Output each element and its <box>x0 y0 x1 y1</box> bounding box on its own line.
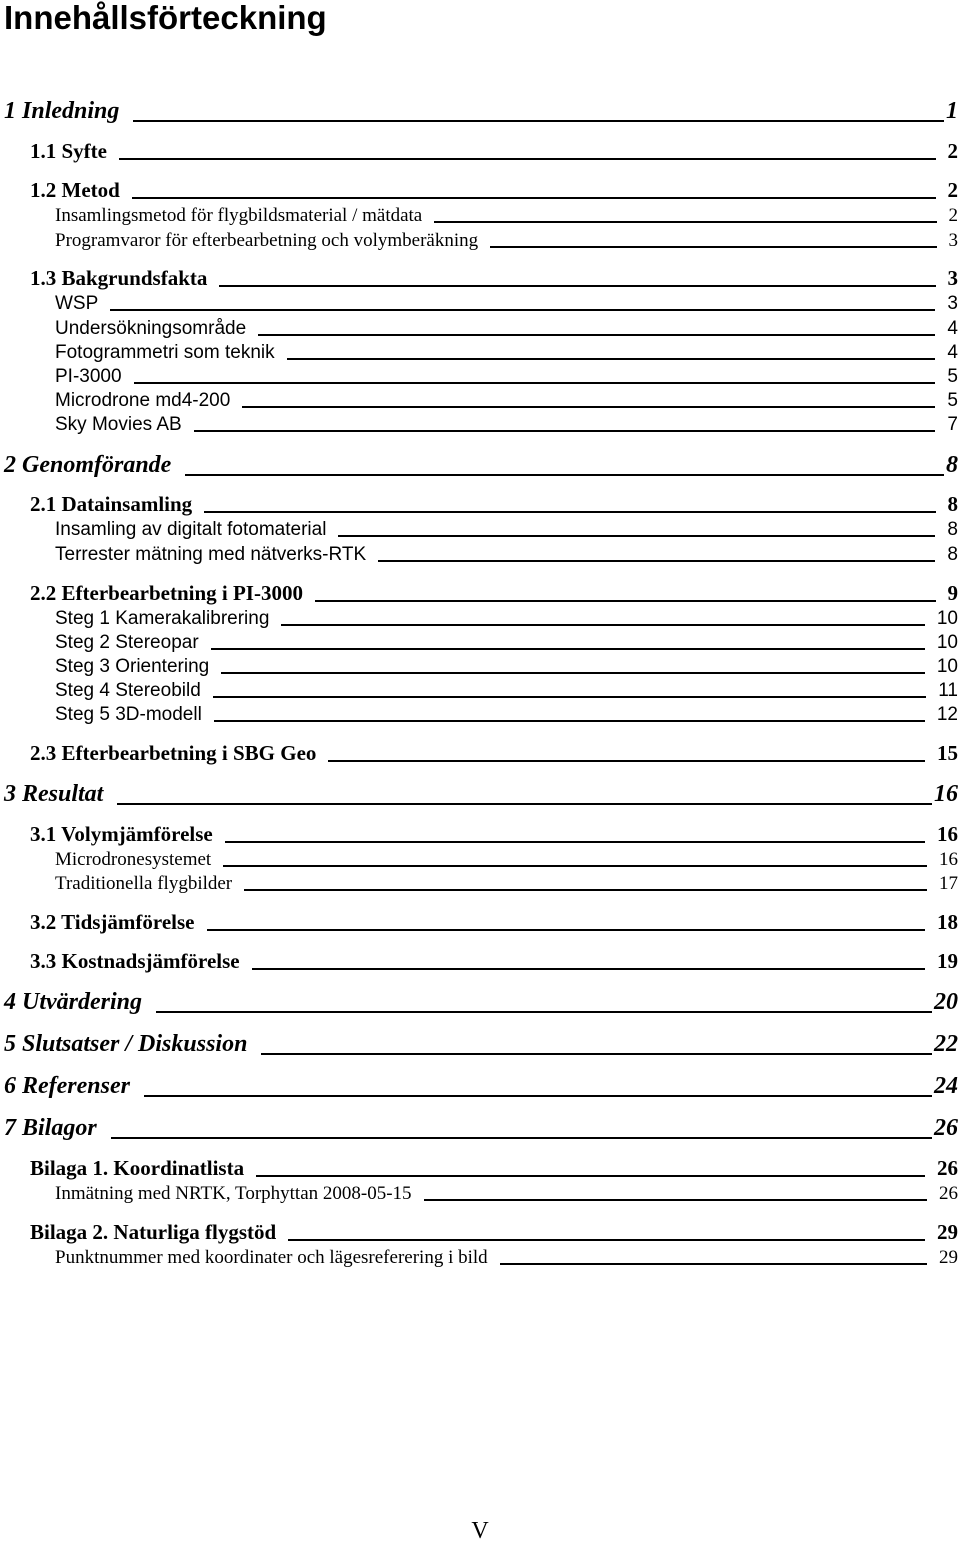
toc-leader <box>194 430 936 432</box>
toc-leader <box>156 1011 932 1013</box>
page-number: V <box>471 1518 489 1544</box>
toc-leader <box>207 929 925 931</box>
toc-entry-insamlingsmetod[interactable] <box>55 204 958 227</box>
toc-entry-page: 17 <box>939 873 958 894</box>
toc-entry-steg-2[interactable] <box>55 631 958 654</box>
toc-entry-page: 8 <box>946 452 958 478</box>
toc-entry-punktnummer[interactable] <box>55 1246 958 1269</box>
toc-entry-2-3-efterbearbetning-sbg[interactable] <box>30 740 958 766</box>
toc-leader <box>242 406 935 408</box>
toc-entry-microdrone[interactable] <box>55 389 958 412</box>
toc-leader <box>204 511 935 513</box>
toc-entry-page: 2 <box>947 139 958 163</box>
toc-entry-label: 2.2 Efterbearbetning i PI-3000 <box>30 581 303 605</box>
toc-entry-3-2-tidsjamforelse[interactable] <box>30 909 958 935</box>
toc-leader <box>211 648 925 650</box>
toc-leader <box>378 560 935 562</box>
toc-entry-microdronesystemet[interactable] <box>55 848 958 871</box>
toc-entry-page: 11 <box>938 680 958 701</box>
toc-entry-page: 5 <box>947 366 958 387</box>
toc-entry-bilaga-2[interactable] <box>30 1219 958 1245</box>
toc-entry-page: 3 <box>947 266 958 290</box>
toc-entry-2-genomforande[interactable] <box>4 450 958 480</box>
toc-entry-label: Sky Movies AB <box>55 414 182 435</box>
toc-leader <box>258 334 935 336</box>
toc-entry-page: 26 <box>937 1156 958 1180</box>
toc-leader <box>110 309 935 311</box>
toc-leader <box>287 358 936 360</box>
toc-title: Innehållsförteckning <box>4 0 327 36</box>
toc-entry-terrester-matning[interactable] <box>55 543 958 566</box>
toc-entry-bilaga-1[interactable] <box>30 1155 958 1181</box>
toc-entry-page: 10 <box>936 656 958 677</box>
toc-leader <box>328 760 925 762</box>
toc-entry-label: 3.2 Tidsjämförelse <box>30 910 195 934</box>
toc-leader <box>225 841 925 843</box>
toc-leader <box>221 672 925 674</box>
toc-entry-label: 6 Referenser <box>4 1073 130 1099</box>
toc-entry-label: Undersökningsområde <box>55 318 247 339</box>
toc-entry-page: 29 <box>939 1247 958 1268</box>
toc-entry-label: Punktnummer med koordinater och lägesreferering i bild <box>55 1247 488 1268</box>
toc-entry-page: 2 <box>947 178 958 202</box>
toc-entry-page: 3 <box>947 293 958 314</box>
toc-entry-label: 2 Genomförande <box>4 452 172 478</box>
toc-leader <box>214 720 925 722</box>
toc-entry-page: 8 <box>947 492 958 516</box>
toc-entry-label: 1.2 Metod <box>30 178 120 202</box>
toc-entry-label: Steg 5 3D-modell <box>55 704 202 725</box>
toc-entry-page: 15 <box>937 741 958 765</box>
toc-entry-4-utvardering[interactable] <box>4 987 958 1017</box>
toc-entry-2-2-efterbearbetning-pi[interactable] <box>30 580 958 606</box>
toc-entry-page: 16 <box>937 822 958 846</box>
toc-entry-undersokningsomrade[interactable] <box>55 317 958 340</box>
toc-entry-6-referenser[interactable] <box>4 1071 958 1101</box>
toc-entry-1-2-metod[interactable] <box>30 177 958 203</box>
toc-entry-label: Steg 1 Kamerakalibrering <box>55 608 270 629</box>
toc-leader <box>144 1095 932 1097</box>
toc-entry-label: 3.3 Kostnadsjämförelse <box>30 949 240 973</box>
toc-entry-1-inledning[interactable] <box>4 96 958 126</box>
toc-entry-insamling-digitalt[interactable] <box>55 518 958 541</box>
toc-entry-label: Fotogrammetri som teknik <box>55 342 275 363</box>
toc-entry-page: 29 <box>937 1220 958 1244</box>
toc-entry-7-bilagor[interactable] <box>4 1113 958 1143</box>
toc-entry-page: 4 <box>947 318 958 339</box>
toc-entry-label: Steg 4 Stereobild <box>55 680 201 701</box>
toc-leader <box>338 535 935 537</box>
toc-entry-traditionella-flygbilder[interactable] <box>55 872 958 895</box>
toc-entry-label: 1.3 Bakgrundsfakta <box>30 266 208 290</box>
toc-leader <box>500 1263 927 1265</box>
toc-entry-steg-4[interactable] <box>55 679 958 702</box>
toc-entry-label: Insamling av digitalt fotomaterial <box>55 519 327 540</box>
toc-entry-pi-3000[interactable] <box>55 365 958 388</box>
toc-entry-label: 7 Bilagor <box>4 1115 97 1141</box>
toc-entry-page: 22 <box>934 1031 958 1057</box>
toc-entry-page: 20 <box>934 989 958 1015</box>
toc-leader <box>223 865 927 867</box>
toc-entry-label: Bilaga 2. Naturliga flygstöd <box>30 1220 277 1244</box>
toc-entry-label: Insamlingsmetod för flygbildsmaterial / mätdata <box>55 205 423 226</box>
toc-entry-page: 4 <box>947 342 958 363</box>
toc-entry-fotogrammetri[interactable] <box>55 341 958 364</box>
toc-entry-page: 16 <box>939 849 958 870</box>
toc-leader <box>288 1239 925 1241</box>
toc-entry-page: 9 <box>947 581 958 605</box>
toc-leader <box>134 382 936 384</box>
toc-leader <box>490 246 936 248</box>
toc-entry-label: Bilaga 1. Koordinatlista <box>30 1156 245 1180</box>
toc-entry-page: 10 <box>936 608 958 629</box>
toc-entry-page: 8 <box>947 544 958 565</box>
toc-leader <box>117 803 932 805</box>
toc-leader <box>261 1053 932 1055</box>
toc-entry-label: Inmätning med NRTK, Torphyttan 2008-05-15 <box>55 1183 412 1204</box>
toc-entry-label: Microdronesystemet <box>55 849 212 870</box>
toc-entry-page: 18 <box>937 910 958 934</box>
toc-entry-label: PI-3000 <box>55 366 122 387</box>
toc-leader <box>315 600 936 602</box>
toc-entry-inmatning-nrtk[interactable] <box>55 1182 958 1205</box>
toc-leader <box>119 158 936 160</box>
toc-entry-label: 1 Inledning <box>4 98 120 124</box>
toc-leader <box>219 285 935 287</box>
toc-entry-3-3-kostnadsjamforelse[interactable] <box>30 948 958 974</box>
toc-entry-label: 1.1 Syfte <box>30 139 107 163</box>
toc-entry-page: 8 <box>947 519 958 540</box>
toc-entry-page: 12 <box>936 704 958 725</box>
toc-entry-page: 1 <box>946 98 958 124</box>
toc-entry-page: 26 <box>934 1115 958 1141</box>
toc-leader <box>132 197 936 199</box>
toc-leader <box>133 120 944 122</box>
toc-entry-page: 10 <box>936 632 958 653</box>
toc-entry-label: 3.1 Volymjämförelse <box>30 822 213 846</box>
toc-entry-page: 2 <box>948 205 958 226</box>
toc-entry-label: Microdrone md4-200 <box>55 390 231 411</box>
toc-entry-1-3-bakgrundsfakta[interactable] <box>30 265 958 291</box>
toc-leader <box>185 474 944 476</box>
toc-entry-3-resultat[interactable] <box>4 779 958 809</box>
toc-leader <box>256 1175 925 1177</box>
toc-entry-label: Traditionella flygbilder <box>55 873 233 894</box>
toc-entry-label: 3 Resultat <box>4 781 104 807</box>
toc-entry-page: 7 <box>947 414 958 435</box>
toc-entry-label: Steg 3 Orientering <box>55 656 210 677</box>
toc-leader <box>252 968 925 970</box>
toc-entry-programvaror[interactable] <box>55 229 958 252</box>
toc-entry-page: 16 <box>934 781 958 807</box>
toc-entry-label: 2.3 Efterbearbetning i SBG Geo <box>30 741 317 765</box>
toc-leader <box>434 221 936 223</box>
toc-entry-label: 2.1 Datainsamling <box>30 492 193 516</box>
toc-entry-page: 24 <box>934 1073 958 1099</box>
toc-leader <box>424 1199 927 1201</box>
toc-entry-page: 26 <box>939 1183 958 1204</box>
toc-entry-steg-3[interactable] <box>55 655 958 678</box>
toc-entry-label: WSP <box>55 293 99 314</box>
toc-entry-3-1-volymjamforelse[interactable] <box>30 821 958 847</box>
toc-entry-steg-5[interactable] <box>55 703 958 726</box>
toc-entry-page: 19 <box>937 949 958 973</box>
toc-entry-steg-1[interactable] <box>55 607 958 630</box>
toc-entry-label: 5 Slutsatser / Diskussion <box>4 1031 248 1057</box>
toc-entry-5-slutsatser[interactable] <box>4 1029 958 1059</box>
toc-entry-page: 3 <box>948 230 958 251</box>
toc-entry-wsp[interactable] <box>55 292 958 315</box>
toc-leader <box>244 889 927 891</box>
toc-leader <box>281 624 924 626</box>
toc-entry-label: Terrester mätning med nätverks-RTK <box>55 544 367 565</box>
toc-entry-label: Steg 2 Stereopar <box>55 632 199 653</box>
toc-entry-sky-movies[interactable] <box>55 413 958 436</box>
toc-leader <box>213 696 927 698</box>
toc-entry-page: 5 <box>947 390 958 411</box>
toc-entry-label: 4 Utvärdering <box>4 989 142 1015</box>
toc-entry-1-1-syfte[interactable] <box>30 138 958 164</box>
toc-leader <box>111 1137 932 1139</box>
toc-entry-2-1-datainsamling[interactable] <box>30 491 958 517</box>
toc-entry-label: Programvaror för efterbearbetning och volymberäkning <box>55 230 479 251</box>
